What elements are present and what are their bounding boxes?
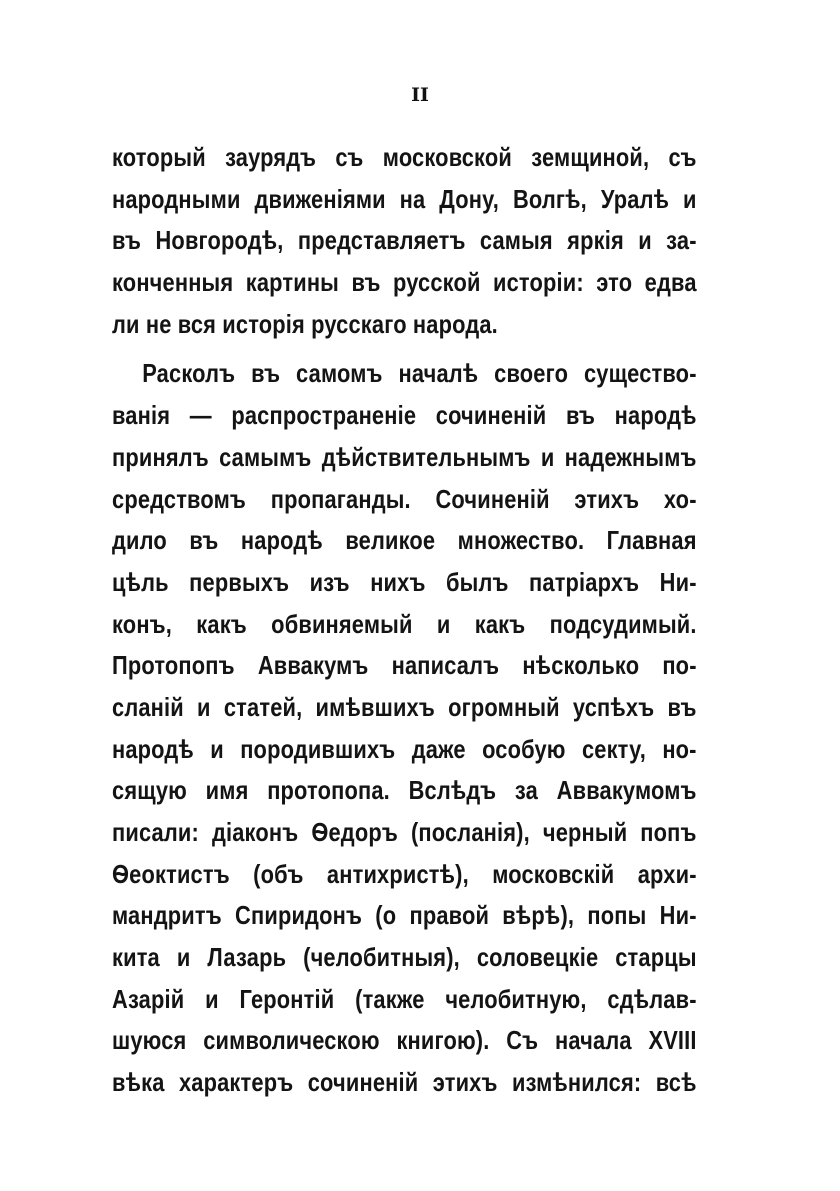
text-line: въ Новгородѣ, представляетъ самыя яркія и за- xyxy=(112,225,697,256)
text-line: Протопопъ Аввакумъ написалъ нѣсколько по- xyxy=(112,650,697,681)
text-line: который заурядъ съ московской земщиной, съ xyxy=(112,142,697,172)
text-line: писали: діаконъ Ѳедоръ (посланія), черный попъ xyxy=(112,817,697,847)
text-line: кита и Лазарь (челобитныя), соловецкіе старцы xyxy=(112,942,697,973)
text-line: цѣль первыхъ изъ нихъ былъ патріархъ Ни- xyxy=(112,566,697,597)
text-line: народными движеніями на Дону, Волгѣ, Уралѣ и xyxy=(112,183,697,214)
page-number: II xyxy=(411,84,429,106)
text-line: мандритъ Спиридонъ (о правой вѣрѣ), попы Ни- xyxy=(112,900,697,931)
text-line: вѣка характеръ сочиненій этихъ измѣнился: всѣ xyxy=(112,1067,697,1098)
text-line: народѣ и породившихъ даже особую секту, но- xyxy=(112,733,697,764)
text-line: принялъ самымъ дѣйствительнымъ и надежнымъ xyxy=(112,441,697,472)
text-line: ванія — распространеніе сочиненій въ народѣ xyxy=(112,400,697,431)
text-line: дило въ народѣ великое множество. Главная xyxy=(112,525,697,556)
text-line: конченныя картины въ русской исторіи: это едва xyxy=(112,267,697,298)
paragraph-gap xyxy=(112,345,697,353)
text-line: сящую имя протопопа. Вслѣдъ за Аввакумомъ xyxy=(112,775,697,806)
paragraph-1 xyxy=(112,137,697,345)
text-line: Ѳеоктистъ (объ антихристѣ), московскій архи- xyxy=(112,858,697,889)
text-line: сланій и статей, имѣвшихъ огромный успѣхъ въ xyxy=(112,691,697,722)
text-line: средствомъ пропаганды. Сочиненій этихъ хо- xyxy=(112,483,697,514)
body-text xyxy=(112,137,697,1104)
text-line: шуюся символическою книгою). Съ начала XVIII xyxy=(112,1025,697,1056)
text-line: ли не вся исторія русскаго народа. xyxy=(112,308,498,339)
paragraph-2 xyxy=(112,353,697,1103)
text-line: Азарій и Геронтій (также челобитную, сдѣлав- xyxy=(112,983,697,1014)
text-line: Расколъ въ самомъ началѣ своего существо- xyxy=(142,358,697,389)
text-line: конъ, какъ обвиняемый и какъ подсудимый. xyxy=(112,608,697,639)
